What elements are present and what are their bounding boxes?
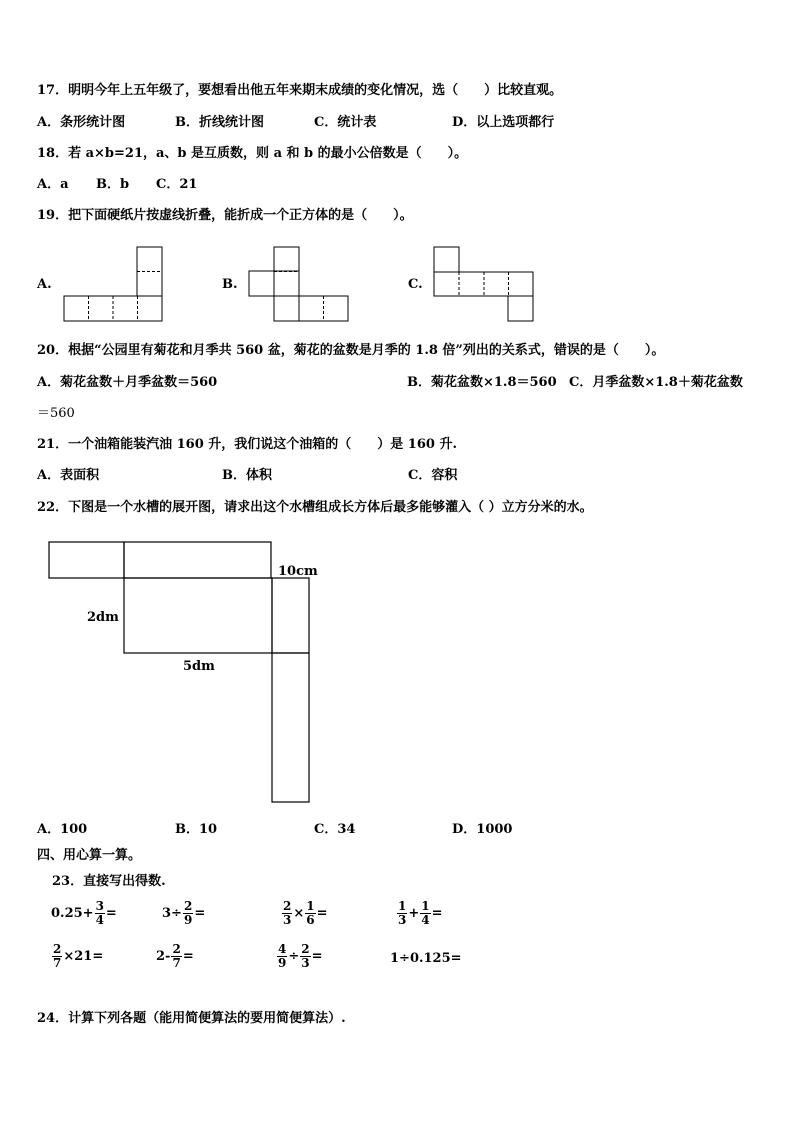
q18-option-b: B．b — [96, 177, 130, 192]
label-width: 2dm — [87, 610, 119, 625]
q22-option-d: D．1000 — [452, 822, 513, 837]
cube-net-a — [64, 247, 162, 321]
q22-option-c: C．34 — [314, 822, 356, 837]
cube-nets-figure — [0, 0, 794, 330]
q21-option-c: C．容积 — [408, 468, 458, 483]
q23-stem: 23．直接写出得数. — [52, 874, 166, 889]
tank-net-base — [124, 578, 272, 653]
q20-option-b: B．菊花盆数×1.8＝560 — [407, 375, 557, 390]
q23-expr-2: 3÷ $\frac{2}{9}$ = — [162, 899, 206, 927]
q19-option-a-label: A. — [37, 277, 52, 292]
tank-net-right-side — [272, 578, 309, 653]
tank-net-front-side — [272, 653, 309, 802]
q18-stem: 18．若 a×b=21，a、b 是互质数，则 a 和 b 的最小公倍数是（ ）。 — [37, 146, 468, 161]
q21-stem: 21．一个油箱能装汽油 160 升，我们说这个油箱的（ ）是 160 升. — [37, 437, 457, 452]
q23-expr-7: $\frac{4}{9}$ ÷ $\frac{2}{3}$ = — [278, 942, 323, 970]
q17-option-a: A．条形统计图 — [37, 115, 126, 130]
q17-option-b: B．折线统计图 — [175, 115, 264, 130]
q20-option-a: A．菊花盆数＋月季盆数＝560 — [37, 375, 218, 390]
q23-expr-1: 0.25+ $\frac{3}{4}$ = — [51, 899, 117, 927]
q22-option-b: B．10 — [175, 822, 218, 837]
q17-stem: 17．明明今年上五年级了，要想看出他五年来期末成绩的变化情况，选（ ）比较直观。 — [37, 83, 563, 98]
tank-net-back-side — [124, 542, 271, 578]
q21-option-b: B．体积 — [222, 468, 272, 483]
q18-option-c: C．21 — [156, 177, 198, 192]
tank-net-left-side — [49, 542, 124, 578]
q19-option-b-label: B. — [222, 277, 238, 292]
cube-net-b — [249, 247, 348, 321]
label-length: 5dm — [183, 659, 215, 674]
q23-expr-4: $\frac{1}{3}$ + $\frac{1}{4}$ = — [398, 899, 443, 927]
q19-option-c-label: C. — [408, 277, 423, 292]
q20-stem: 20．根据“公园里有菊花和月季共 560 盆，菊花的盆数是月季的 1.8 倍”列出的关系式，错误的是（ ）。 — [37, 343, 665, 358]
label-height: 10cm — [278, 564, 318, 579]
q21-option-a: A．表面积 — [37, 468, 100, 483]
q17-option-d: D．以上选项都行 — [452, 115, 555, 130]
q19-stem: 19．把下面硬纸片按虚线折叠，能折成一个正方体的是（ ）。 — [37, 208, 413, 223]
q20-option-c-continued: ＝560 — [37, 406, 75, 421]
q24-stem: 24．计算下列各题（能用简便算法的要用简便算法）. — [37, 1011, 346, 1026]
q23-expr-6: 2- $\frac{2}{7}$ = — [156, 942, 194, 970]
q22-option-a: A．100 — [37, 822, 88, 837]
cube-net-c — [434, 247, 533, 321]
q20-option-c: C．月季盆数×1.8＋菊花盆数 — [569, 375, 743, 390]
q22-stem: 22．下图是一个水槽的展开图，请求出这个水槽组成长方体后最多能够灌入（ ）立方分米的水。 — [37, 500, 593, 515]
q17-option-c: C．统计表 — [314, 115, 377, 130]
q23-expr-5: $\frac{2}{7}$ ×21= — [53, 942, 104, 970]
q23-expr-3: $\frac{2}{3}$ × $\frac{1}{6}$ = — [283, 899, 328, 927]
section-4-title: 四、用心算一算。 — [37, 848, 142, 863]
q18-option-a: A．a — [37, 177, 69, 192]
q23-expr-8: 1÷0.125= — [390, 951, 462, 966]
water-tank-net-figure — [0, 530, 400, 810]
